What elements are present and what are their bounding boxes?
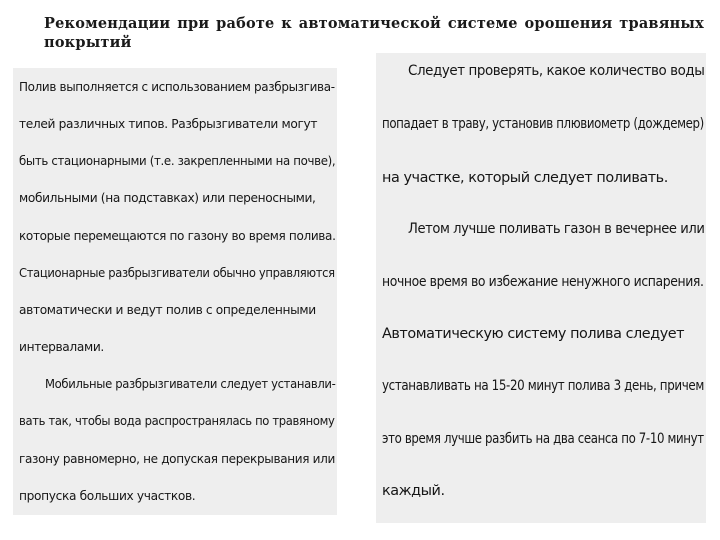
right-line-7: устанавливать на 15-20 минут полива 3 день, причем [382,378,704,394]
right-line-3: на участке, который следует поливать. [382,170,668,186]
right-line-9: каждый. [382,483,445,499]
page-title: Рекомендации при работе к автоматической системе орошения травяных покрытий [44,15,704,51]
right-line-2: попадает в траву, установив плювиометр (дождемер) [382,116,704,132]
left-line-6: Стационарные разбрызгиватели обычно управляются [19,266,335,280]
left-line-3: быть стационарными (т.е. закрепленными на почве), [19,154,336,168]
right-text-column [376,53,706,523]
left-line-11: газону равномерно, не допуская перекрывания или [19,452,335,466]
left-line-4: мобильными (на подставках) или переносными, [19,191,316,205]
left-line-1: Полив выполняется с использованием разбрызгива- [19,80,335,94]
right-line-4: Летом лучше поливать газон в вечернее или [408,221,705,237]
left-text-column [13,68,337,515]
left-line-9: Мобильные разбрызгиватели следует устанавли- [45,377,336,391]
right-line-5: ночное время во избежание ненужного испарения. [382,274,704,290]
left-line-8: интервалами. [19,340,104,354]
right-line-6: Автоматическую систему полива следует [382,326,685,342]
left-line-7: автоматически и ведут полив с определенными [19,303,316,317]
right-line-8: это время лучше разбить на два сеанса по 7-10 минут [382,431,704,447]
left-line-10: вать так, чтобы вода распространялась по травяному [19,414,335,428]
left-line-5: которые перемещаются по газону во время полива. [19,229,336,243]
left-line-12: пропуска больших участков. [19,489,196,503]
left-line-2: телей различных типов. Разбрызгиватели могут [19,117,318,131]
right-line-1: Следует проверять, какое количество воды [408,63,705,79]
